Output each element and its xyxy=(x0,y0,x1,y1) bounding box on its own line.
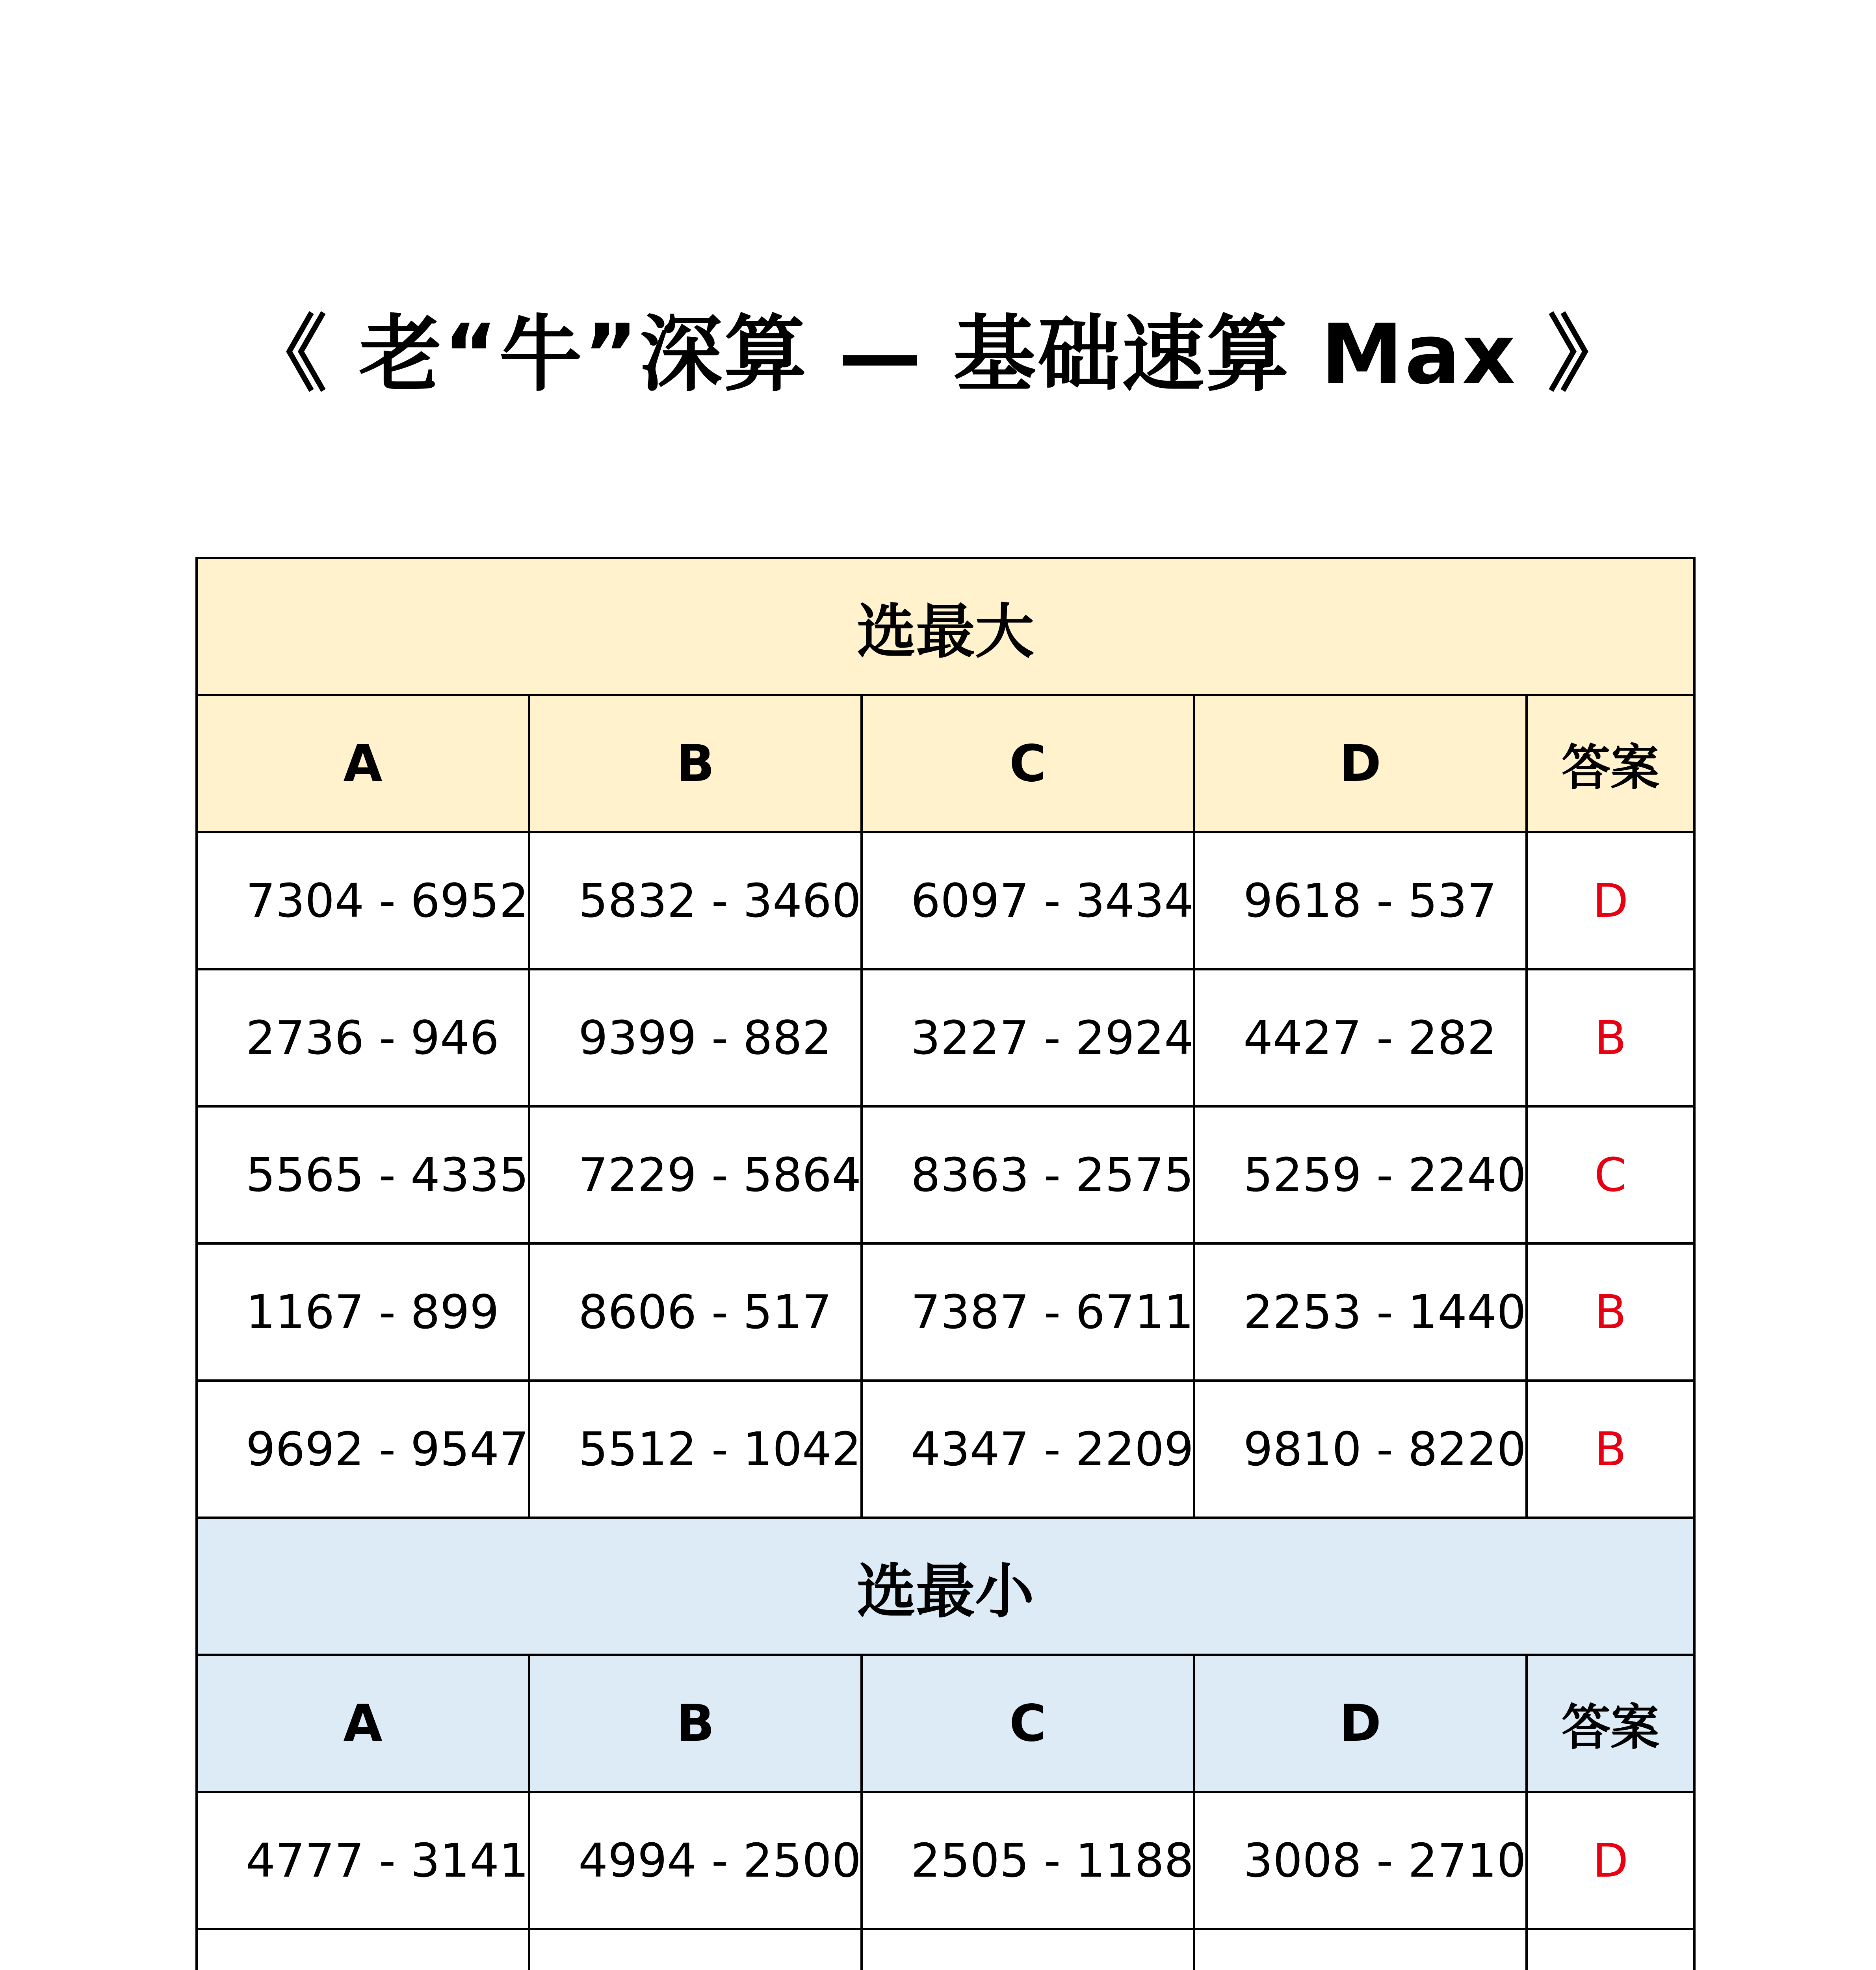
column-header-row-max xyxy=(197,695,1694,832)
page-title: 《 老“牛”深算 — 基础速算 Max 》 xyxy=(244,306,1632,403)
option-c-cell: 7387 - 6711 xyxy=(862,1243,1194,1381)
column-header-c: C xyxy=(862,1655,1194,1792)
answer-cell: D xyxy=(1527,1792,1694,1929)
option-a-cell: 5565 - 4335 xyxy=(197,1106,529,1243)
option-d-cell: 2253 - 1440 xyxy=(1194,1243,1527,1381)
section-header-max xyxy=(197,558,1694,695)
option-a-cell: 9692 - 9547 xyxy=(197,1381,529,1518)
answer-cell: B xyxy=(1527,1381,1694,1518)
column-header-c: C xyxy=(862,695,1194,832)
option-a-cell: 4777 - 3141 xyxy=(197,1792,529,1929)
option-d-cell: 3008 - 2710 xyxy=(1194,1792,1527,1929)
option-b-cell: 9399 - 882 xyxy=(529,969,862,1106)
option-b-cell: 5512 - 1042 xyxy=(529,1381,862,1518)
column-header-a: A xyxy=(197,1655,529,1792)
table-row xyxy=(197,1792,1694,1929)
option-d-cell xyxy=(1194,1929,1527,1970)
option-d-cell: 9618 - 537 xyxy=(1194,832,1527,969)
option-b-cell: 8606 - 517 xyxy=(529,1243,862,1381)
answer-cell: B xyxy=(1527,1243,1694,1381)
section-title-min: 选最小 xyxy=(197,1518,1694,1655)
option-c-cell: 2505 - 1188 xyxy=(862,1792,1194,1929)
table-row xyxy=(197,1929,1694,1970)
option-b-cell xyxy=(529,1929,862,1970)
table-row xyxy=(197,1243,1694,1381)
answer-cell: C xyxy=(1527,1106,1694,1243)
option-d-cell: 4427 - 282 xyxy=(1194,969,1527,1106)
column-header-b: B xyxy=(529,1655,862,1792)
answer-cell: B xyxy=(1527,969,1694,1106)
column-header-a: A xyxy=(197,695,529,832)
option-c-cell: 4347 - 2209 xyxy=(862,1381,1194,1518)
worksheet-table xyxy=(195,557,1696,1970)
section-title-max: 选最大 xyxy=(197,558,1694,695)
table-row xyxy=(197,1381,1694,1518)
column-header-d: D xyxy=(1194,695,1527,832)
answer-cell: D xyxy=(1527,832,1694,969)
option-c-cell: 8363 - 2575 xyxy=(862,1106,1194,1243)
table-row xyxy=(197,1106,1694,1243)
option-d-cell: 9810 - 8220 xyxy=(1194,1381,1527,1518)
column-header-b: B xyxy=(529,695,862,832)
option-a-cell: 7304 - 6952 xyxy=(197,832,529,969)
table-row xyxy=(197,832,1694,969)
table-row xyxy=(197,969,1694,1106)
option-c-cell: 6097 - 3434 xyxy=(862,832,1194,969)
option-c-cell: 3227 - 2924 xyxy=(862,969,1194,1106)
column-header-d: D xyxy=(1194,1655,1527,1792)
section-header-min xyxy=(197,1518,1694,1655)
option-b-cell: 4994 - 2500 xyxy=(529,1792,862,1929)
option-b-cell: 7229 - 5864 xyxy=(529,1106,862,1243)
option-a-cell: 1167 - 899 xyxy=(197,1243,529,1381)
option-b-cell: 5832 - 3460 xyxy=(529,832,862,969)
answer-cell xyxy=(1527,1929,1694,1970)
option-a-cell: 2736 - 946 xyxy=(197,969,529,1106)
option-d-cell: 5259 - 2240 xyxy=(1194,1106,1527,1243)
column-header-answer: 答案 xyxy=(1527,1655,1694,1792)
column-header-row-min xyxy=(197,1655,1694,1792)
column-header-answer: 答案 xyxy=(1527,695,1694,832)
option-a-cell xyxy=(197,1929,529,1970)
option-c-cell xyxy=(862,1929,1194,1970)
